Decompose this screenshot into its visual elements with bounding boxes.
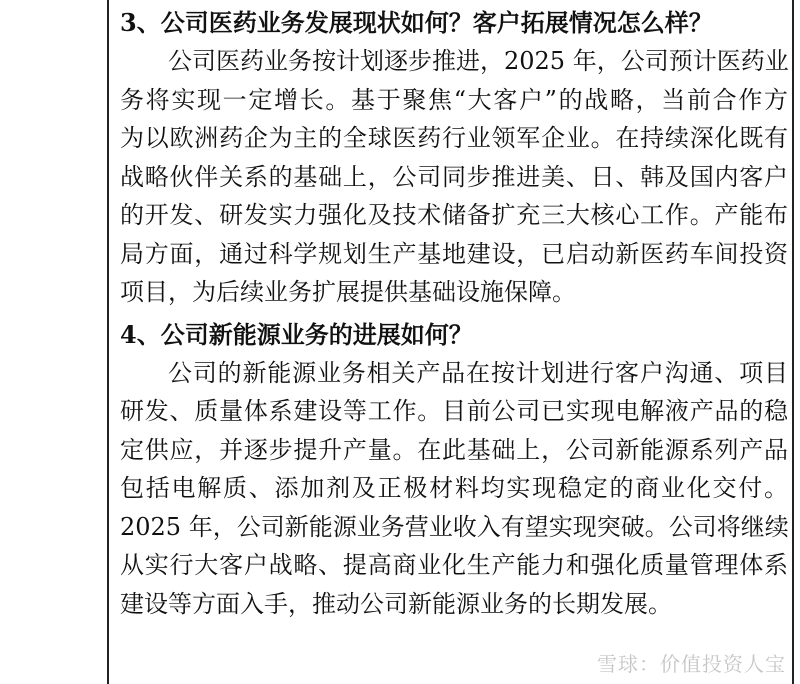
text-line: 为以欧洲药企为主的全球医药行业领军企业。在持续深化既有 [120,124,788,152]
text-line: 战略伙伴关系的基础上，公司同步推进美、日、韩及国内客户 [120,162,788,191]
text-line: 局方面，通过科学规划生产基地建设，已启动新医药车间投资 [120,239,788,268]
qa-section-3 [120,0,788,312]
qa-section-4 [120,312,788,624]
table-border-right [792,0,794,684]
text-line: 务将实现一定增长。基于聚焦“大客户”的战略，当前合作方 [120,85,788,114]
text-line: 从实行大客户战略、提高商业化生产能力和强化质量管理体系 [120,551,788,579]
answer-paragraph-4 [120,354,788,624]
text-line: 定供应，并逐步提升产量。在此基础上，公司新能源系列产品 [120,435,788,464]
text-line: 的开发、研发实力强化及技术储备扩充三大核心工作。产能布 [120,201,788,229]
document-content [120,0,788,623]
text-line: 包括电解质、添加剂及正极材料均实现稳定的商业化交付。 [120,474,788,502]
text-line: 2025 年，公司新能源业务营业收入有望实现突破。公司将继续 [120,512,789,541]
text-line: 公司的新能源业务相关产品在按计划进行客户沟通、项目 [168,358,788,387]
watermark-text: 雪球：价值投资人宝 [597,652,786,676]
text-line: 项目，为后续业务扩展提供基础设施保障。 [120,278,576,306]
question-heading-3: 3、公司医药业务发展现状如何？客户拓展情况怎么样？ [120,8,713,37]
answer-paragraph-3 [120,42,788,312]
text-line: 公司医药业务按计划逐步推进，2025 年，公司预计医药业 [168,47,789,75]
question-heading-4: 4、公司新能源业务的进展如何？ [120,319,473,349]
text-line: 研发、质量体系建设等工作。目前公司已实现电解液产品的稳 [120,397,788,425]
table-border-left [107,0,109,684]
text-line: 建设等方面入手，推动公司新能源业务的长期发展。 [120,589,672,618]
